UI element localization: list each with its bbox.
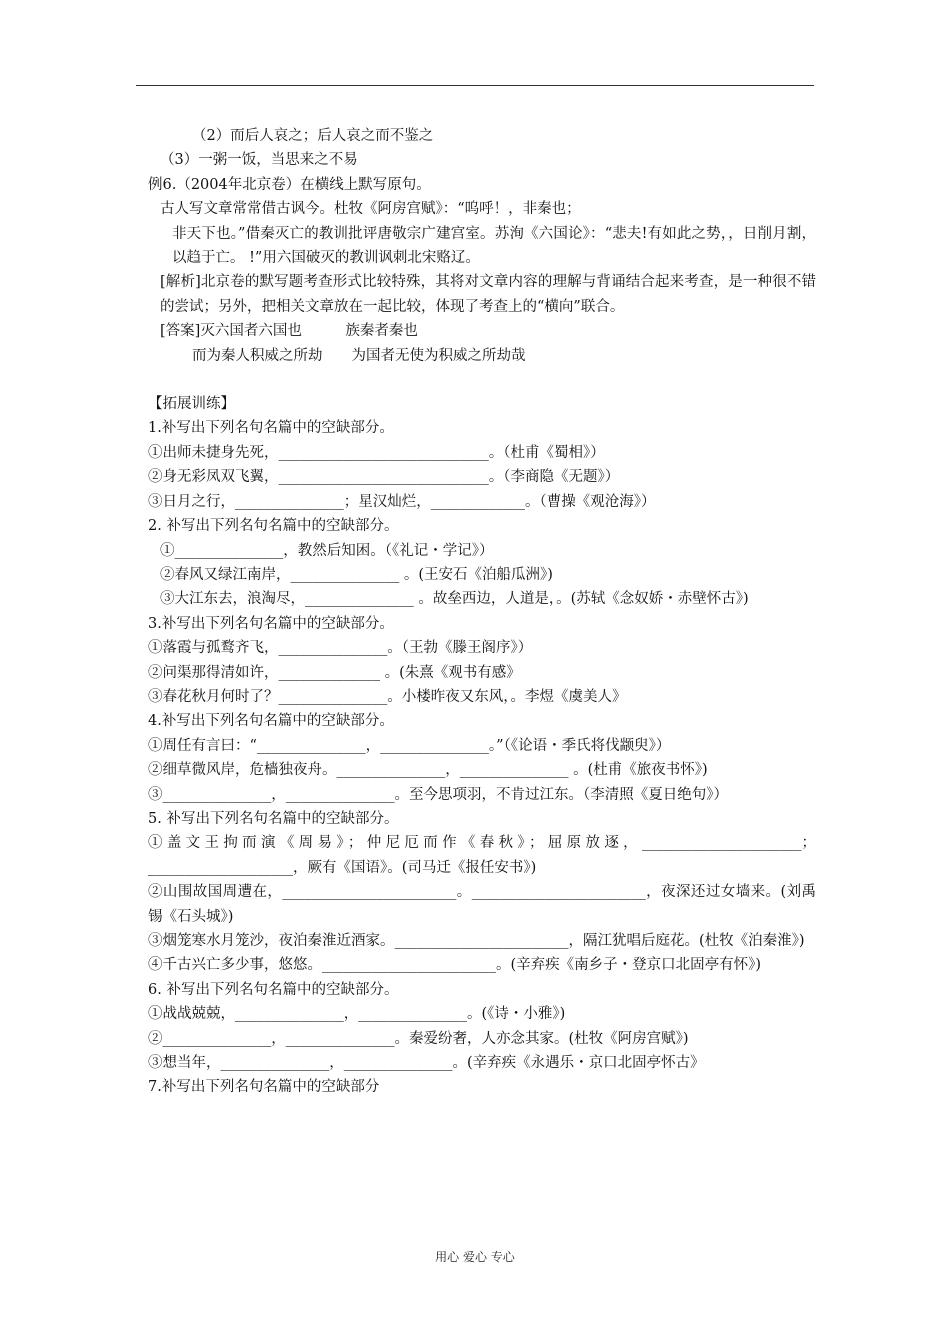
- text-line: ③烟笼寒水月笼沙，夜泊秦淮近酒家。________________________，隔江犹唱后庭花。(杜牧《泊秦淮》): [148, 933, 805, 949]
- text-line: （2）而后人哀之；后人哀之而不鉴之: [192, 128, 434, 144]
- text-line: ①周任有言曰：“_______________，_______________。”（《论语・季氏将伐颛臾》）: [148, 737, 671, 754]
- text-line: ②春风又绿江南岸，_______________ 。(王安石《泊船瓜洲》): [160, 566, 553, 583]
- text-line: ③大江东去，浪淘尽，_______________ 。故垒西边，人道是，。(苏轼《念奴娇・赤壁怀古》): [160, 591, 749, 608]
- text-line: （3）一粥一饭，当思来之不易: [160, 152, 358, 169]
- text-line: 1.补写出下列名句名篇中的空缺部分。: [148, 420, 394, 437]
- text-line: 6. 补写出下列名句名篇中的空缺部分。: [148, 981, 399, 998]
- text-line: ③日月之行，_______________；星汉灿烂，_____________。（曹操《观沧海》）: [148, 493, 656, 510]
- text-line: 例6.（2004年北京卷）在横线上默写原句。: [148, 176, 431, 193]
- text-line: ①盖文王拘而演《周易》；仲尼厄而作《春秋》；屈原放逐，______________________；____________________，厥有《国语》。(司马迁《报任安书》): [148, 835, 816, 876]
- text-line: 7.补写出下列名句名篇中的空缺部分: [148, 1079, 380, 1096]
- text-line: 3.补写出下列名句名篇中的空缺部分。: [148, 615, 394, 632]
- text-line: ①出师未捷身先死，_____________________________。（杜甫《蜀相》）: [148, 444, 605, 461]
- text-line: ③想当年，_______________，_______________。(辛弃疾《永遇乐・京口北固亭怀古》: [148, 1055, 705, 1072]
- text-line: ②细草微风岸，危樯独夜舟。_______________，_______________ 。(杜甫《旅夜书怀》): [148, 762, 708, 779]
- blank-line: [136, 368, 816, 392]
- header-rule: [136, 85, 814, 86]
- text-line: ③春花秋月何时了？_______________。小楼昨夜又东风，。李煜《虞美人》: [148, 688, 627, 705]
- text-line: 非天下也。”借秦灭亡的教训批评唐敬宗广建宫室。苏洵《六国论》：“悲夫!有如此之势，，日削月割，以趋于亡。 !”用六国破灭的教训讽刺北宋赂辽。: [172, 225, 816, 267]
- text-line: [答案]灭六国者六国也 族秦者秦也: [160, 323, 418, 340]
- text-line: 而为秦人积威之所劫 为国者无使为积威之所劫哉: [192, 347, 526, 364]
- text-line: ④千古兴亡多少事，悠悠。________________________。(辛弃疾《南乡子・登京口北固亭有怀》): [148, 957, 762, 974]
- text-line: 4.补写出下列名句名篇中的空缺部分。: [148, 713, 394, 730]
- text-line: ②山围故国周遭在，________________________。________________________，夜深还过女墙来。(刘禹锡《石头城》): [148, 884, 816, 925]
- text-line: ②_______________，_______________。秦爱纷奢，人亦念其家。(杜牧《阿房宫赋》): [148, 1030, 689, 1047]
- text-line: 2. 补写出下列名句名篇中的空缺部分。: [148, 518, 399, 535]
- text-line: ③_______________，_______________。至今思项羽，不肯过江东。（李清照《夏日绝句》）: [148, 786, 728, 803]
- document-body: [136, 124, 816, 1100]
- text-line: 5. 补写出下列名句名篇中的空缺部分。: [148, 810, 399, 827]
- text-line: ①落霞与孤鹜齐飞，_______________。（王勃《滕王阁序》）: [148, 640, 533, 657]
- text-line: ①_______________，教然后知困。（《礼记・学记》）: [160, 542, 494, 559]
- text-line: [解析]北京卷的默写题考查形式比较特殊，其将对文章内容的理解与背诵结合起来考查，是一种很不错的尝试；另外，把相关文章放在一起比较，体现了考查上的“横向”联合。: [160, 274, 816, 315]
- text-line: ①战战兢兢，_______________，_______________。(《诗・小雅》): [148, 1006, 566, 1023]
- text-line: ②问渠那得清如许，______________ 。(朱熹《观书有感》: [148, 664, 521, 681]
- text-line: ②身无彩凤双飞翼，_____________________________。（李商隐《无题》）: [148, 469, 620, 486]
- text-line: 古人写文章常常借古讽今。杜牧《阿房宫赋》：“呜呼！，非秦也；: [160, 201, 581, 218]
- page-footer: 用心 爱心 专心: [435, 1250, 515, 1264]
- text-line: 【拓展训练】: [148, 396, 235, 413]
